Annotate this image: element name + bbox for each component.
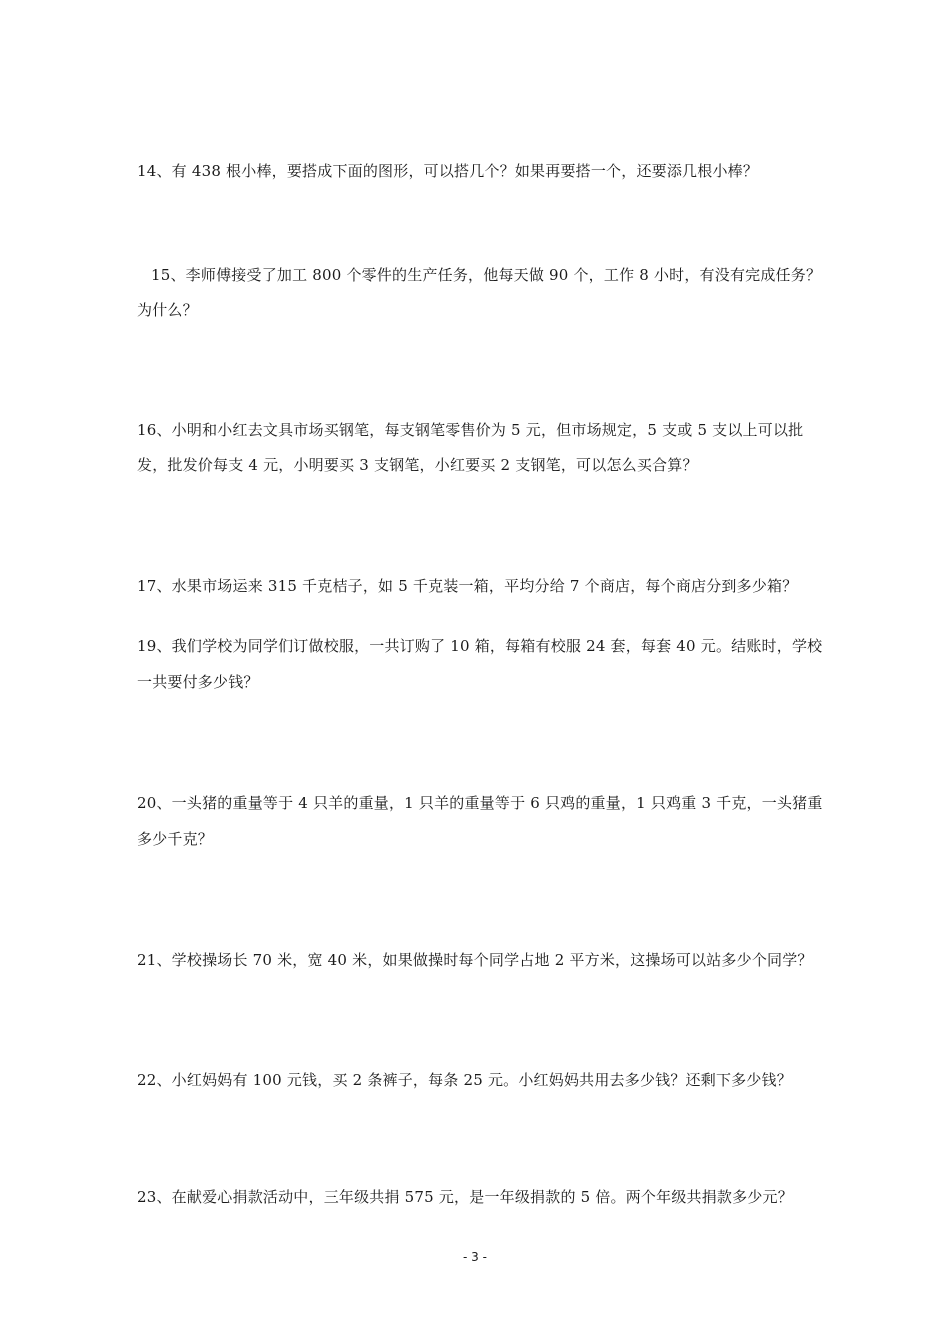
question-14-line-1: 14、有 438 根小棒，要搭成下面的图形，可以搭几个？如果再要搭一个，还要添几根小棒？: [137, 162, 759, 180]
page-number: - 3 -: [463, 1250, 487, 1264]
question-20-line-2: 多少千克？: [137, 830, 214, 848]
question-16-line-1: 16、小明和小红去文具市场买钢笔，每支钢笔零售价为 5 元，但市场规定，5 支或 5 支以上可以批: [137, 421, 804, 439]
question-15-line-2: 为什么？: [137, 301, 198, 319]
question-17-line-1: 17、水果市场运来 315 千克桔子，如 5 千克装一箱，平均分给 7 个商店，每个商店分到多少箱？: [137, 577, 798, 595]
question-15-line-1: 15、李师傅接受了加工 800 个零件的生产任务，他每天做 90 个，工作 8 小时，有没有完成任务？: [151, 266, 822, 284]
question-16-line-2: 发，批发价每支 4 元，小明要买 3 支钢笔，小红要买 2 支钢笔，可以怎么买合算？: [137, 456, 698, 474]
question-21-line-1: 21、学校操场长 70 米，宽 40 米，如果做操时每个同学占地 2 平方米，这操场可以站多少个同学？: [137, 951, 813, 969]
question-22-line-1: 22、小红妈妈有 100 元钱，买 2 条裤子，每条 25 元。小红妈妈共用去多少钱？还剩下多少钱？: [137, 1071, 792, 1089]
question-23-line-1: 23、在献爱心捐款活动中，三年级共捐 575 元，是一年级捐款的 5 倍。两个年级共捐款多少元？: [137, 1188, 793, 1206]
question-19-line-1: 19、我们学校为同学们订做校服，一共订购了 10 箱，每箱有校服 24 套，每套 40 元。结账时，学校: [137, 637, 823, 655]
question-19-line-2: 一共要付多少钱？: [137, 673, 259, 691]
question-20-line-1: 20、一头猪的重量等于 4 只羊的重量，1 只羊的重量等于 6 只鸡的重量，1 只鸡重 3 千克，一头猪重: [137, 794, 823, 812]
